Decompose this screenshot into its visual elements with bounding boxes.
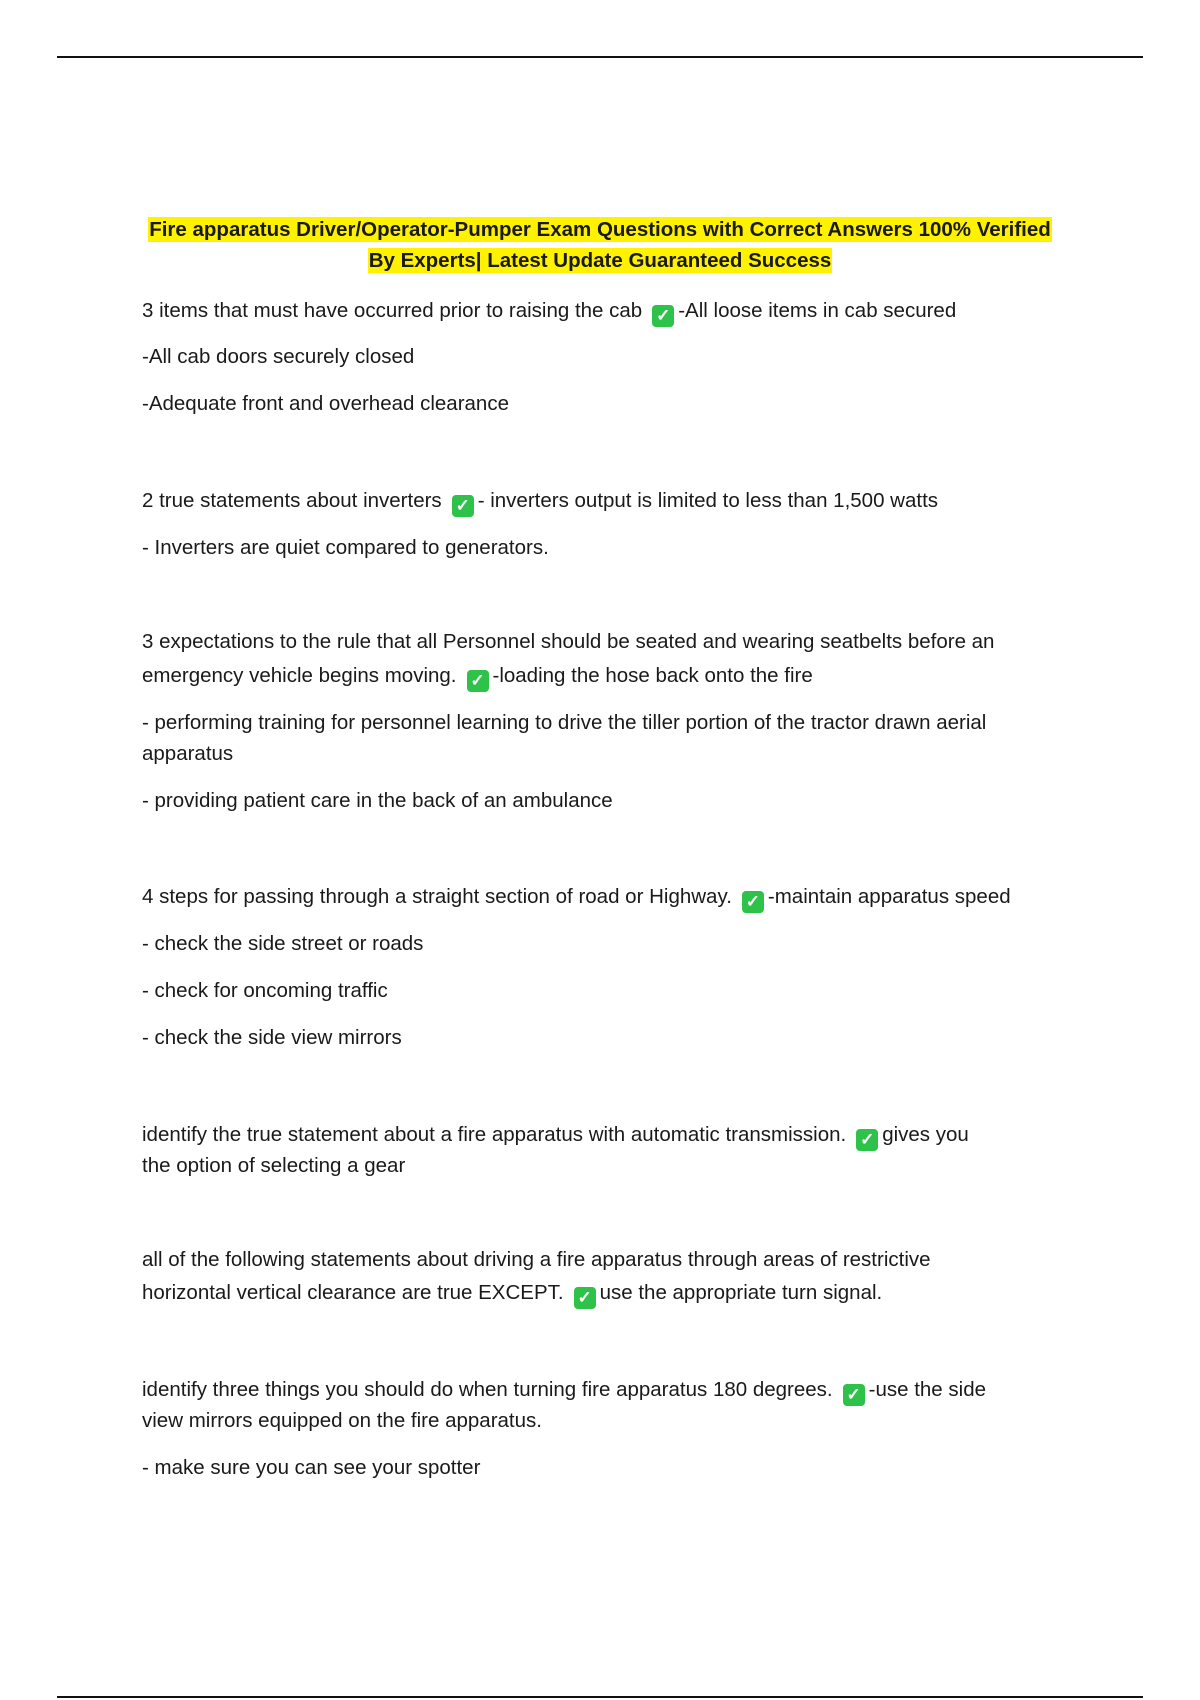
qa-3-question-line-1: 3 expectations to the rule that all Personnel should be seated and wearing seatbelts before an <box>142 630 995 653</box>
top-rule <box>57 56 1143 58</box>
qa-4-extra-3: - check the side view mirrors <box>142 1026 402 1049</box>
qa-6-question-line-2 <box>142 1277 1072 1309</box>
qa-1-question-line <box>142 295 1072 327</box>
qa-7-answer-cont: view mirrors equipped on the fire apparatus. <box>142 1409 542 1432</box>
answer-text: -maintain apparatus speed <box>767 885 1011 908</box>
question-text: 2 true statements about inverters <box>142 489 442 512</box>
qa-4-extra-2: - check for oncoming traffic <box>142 979 388 1002</box>
answer-text: gives you <box>882 1123 969 1146</box>
answer-text: - inverters output is limited to less than 1,500 watts <box>477 489 939 512</box>
qa-5-answer-cont: the option of selecting a gear <box>142 1154 406 1177</box>
check-icon: ✓ <box>467 670 489 692</box>
answer-text: -All loose items in cab secured <box>678 299 957 322</box>
qa-3-extra-2: apparatus <box>142 742 234 765</box>
title-line-1: Fire apparatus Driver/Operator-Pumper Exam Questions with Correct Answers 100% Verified <box>149 218 1051 241</box>
qa-2-question-line <box>142 485 1072 517</box>
answer-text: -loading the hose back onto the fire <box>492 664 813 687</box>
qa-3-extra-3: - providing patient care in the back of an ambulance <box>142 789 613 812</box>
qa-7-extra-1: - make sure you can see your spotter <box>142 1456 481 1479</box>
question-text: 3 items that must have occurred prior to raising the cab <box>142 299 643 322</box>
answer-text: -use the side <box>868 1378 986 1401</box>
question-text: identify the true statement about a fire apparatus with automatic transmission. <box>142 1123 847 1146</box>
check-icon: ✓ <box>742 891 764 913</box>
qa-3-question-line-2 <box>142 660 1072 692</box>
question-text: horizontal vertical clearance are true EXCEPT. <box>142 1281 564 1304</box>
check-icon: ✓ <box>574 1287 596 1309</box>
qa-3-extra-1: - performing training for personnel learning to drive the tiller portion of the tractor drawn aerial <box>142 711 987 734</box>
qa-1-extra-1: -All cab doors securely closed <box>142 345 415 368</box>
qa-4-question-line <box>142 881 1072 913</box>
qa-2-extra-1: - Inverters are quiet compared to generators. <box>142 536 549 559</box>
bottom-rule <box>57 1696 1143 1698</box>
qa-6-question-line-1: all of the following statements about driving a fire apparatus through areas of restrictive <box>142 1248 931 1271</box>
title-line-2: By Experts| Latest Update Guaranteed Success <box>368 249 832 272</box>
qa-7-question-line <box>142 1374 1072 1406</box>
question-text: 4 steps for passing through a straight section of road or Highway. <box>142 885 732 908</box>
qa-1-extra-2: -Adequate front and overhead clearance <box>142 392 509 415</box>
document-title <box>120 214 1080 276</box>
check-icon: ✓ <box>452 495 474 517</box>
check-icon: ✓ <box>652 305 674 327</box>
check-icon: ✓ <box>856 1129 878 1151</box>
answer-text: use the appropriate turn signal. <box>599 1281 883 1304</box>
question-text: emergency vehicle begins moving. <box>142 664 457 687</box>
qa-4-extra-1: - check the side street or roads <box>142 932 424 955</box>
question-text: identify three things you should do when turning fire apparatus 180 degrees. <box>142 1378 833 1401</box>
qa-5-question-line <box>142 1119 1072 1151</box>
check-icon: ✓ <box>843 1384 865 1406</box>
